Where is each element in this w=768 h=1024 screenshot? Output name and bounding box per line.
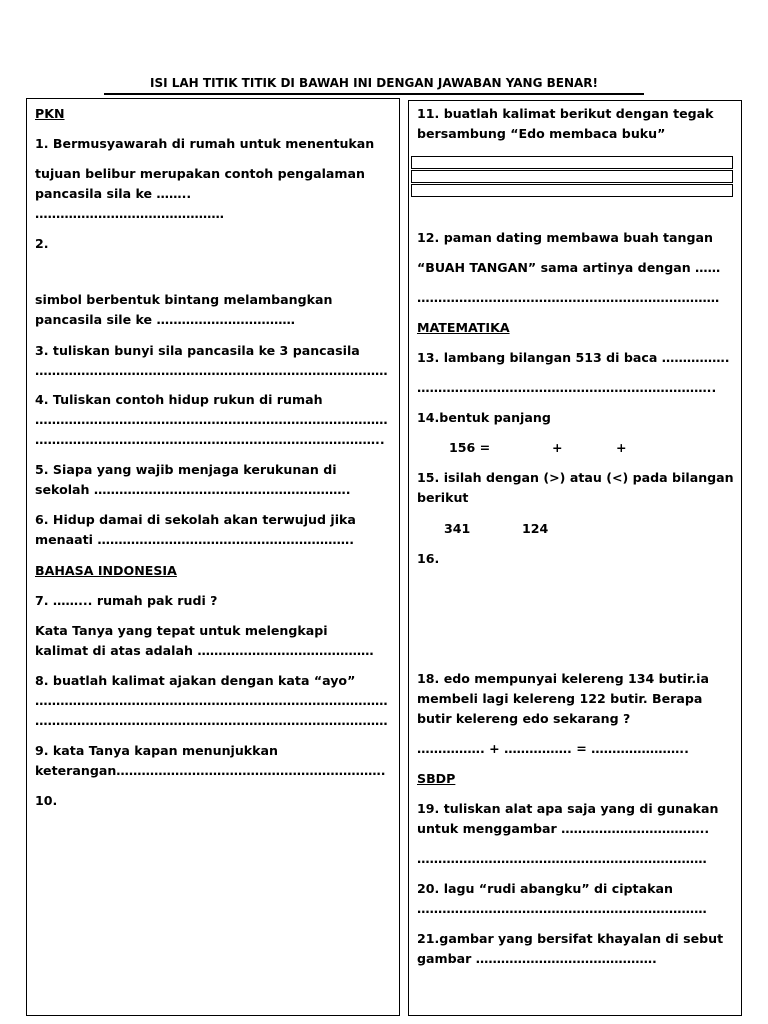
question-1-answer-line: ……………………………………… — [35, 206, 224, 221]
question-18-line-3: butir kelereng edo sekarang ? — [417, 711, 631, 726]
question-20-answer-line: …………………………………………………………… — [417, 901, 707, 916]
sbdp-heading: SBDP — [417, 771, 456, 786]
question-1-line-1: 1. Bermusyawarah di rumah untuk menentukan — [35, 136, 375, 151]
question-19-line-2: untuk menggambar …………………………….. — [417, 821, 710, 836]
question-8-answer-line-2: ………………………………………………………………………… — [35, 713, 388, 728]
question-13-answer-line: …………………………………………………………….. — [417, 380, 717, 395]
page-title: ISI LAH TITIK TITIK DI BAWAH INI DENGAN JAWABAN YANG BENAR! — [149, 76, 598, 90]
question-18-answer-line: ……………. + ……………. = ………………….. — [417, 741, 689, 756]
question-18-line-2: membeli lagi kelereng 122 butir. Berapa — [417, 691, 703, 706]
question-18-line-1: 18. edo mempunyai kelereng 134 butir.ia — [417, 671, 709, 686]
question-20-line-1: 20. lagu “rudi abangku” di ciptakan — [417, 881, 673, 896]
question-12-line-1: 12. paman dating membawa buah tangan — [417, 230, 714, 245]
question-12-answer-line: ……………………………………………………………… — [417, 290, 720, 305]
question-7-line-1: 7. ……... rumah pak rudi ? — [35, 593, 218, 608]
question-14-number: 156 = — [449, 440, 491, 455]
question-9-line-1: 9. kata Tanya kapan menunjukkan — [35, 743, 279, 758]
question-9-line-2: keterangan………………………………………………………. — [35, 763, 386, 778]
question-5-line-2: sekolah ……………………………………………………. — [35, 482, 351, 497]
handwriting-line-3[interactable] — [411, 184, 733, 197]
question-6-line-1: 6. Hidup damai di sekolah akan terwujud jika — [35, 512, 356, 527]
question-4-answer-line-2: ……………………………………………………………………….. — [35, 432, 385, 447]
title-underline — [104, 93, 644, 95]
question-10-number: 10. — [35, 793, 58, 808]
question-12-line-2: “BUAH TANGAN” sama artinya dengan …… — [417, 260, 721, 275]
right-column — [408, 100, 742, 1016]
bahasa-indonesia-heading: BAHASA INDONESIA — [35, 563, 177, 578]
question-4-line-1: 4. Tuliskan contoh hidup rukun di rumah — [35, 392, 323, 407]
question-14-plus-1: + — [552, 440, 563, 455]
question-2-line-1: simbol berbentuk bintang melambangkan — [35, 292, 333, 307]
question-2-line-2: pancasila sile ke …………………………… — [35, 312, 296, 327]
handwriting-line-2[interactable] — [411, 170, 733, 183]
question-7-line-3: kalimat di atas adalah …………………………………… — [35, 643, 374, 658]
question-3-line-1: 3. tuliskan bunyi sila pancasila ke 3 pancasila — [35, 343, 360, 358]
question-15-line-2: berikut — [417, 490, 469, 505]
question-2-number: 2. — [35, 236, 49, 251]
matematika-heading: MATEMATIKA — [417, 320, 510, 335]
question-6-line-2: menaati ……………………………………………………. — [35, 532, 355, 547]
question-5-line-1: 5. Siapa yang wajib menjaga kerukunan di — [35, 462, 337, 477]
question-11-line-1: 11. buatlah kalimat berikut dengan tegak — [417, 106, 714, 121]
question-1-line-3: pancasila sila ke …….. — [35, 186, 192, 201]
question-11-line-2: bersambung “Edo membaca buku” — [417, 126, 666, 141]
handwriting-line-1[interactable] — [411, 156, 733, 169]
question-19-line-1: 19. tuliskan alat apa saja yang di gunakan — [417, 801, 719, 816]
question-4-answer-line-1: ………………………………………………………………………… — [35, 412, 388, 427]
question-7-line-2: Kata Tanya yang tepat untuk melengkapi — [35, 623, 328, 638]
question-13-line-1: 13. lambang bilangan 513 di baca ……………. — [417, 350, 730, 365]
question-1-line-2: tujuan belibur merupakan contoh pengalaman — [35, 166, 366, 181]
question-21-line-1: 21.gambar yang bersifat khayalan di sebut — [417, 931, 724, 946]
question-14-line-1: 14.bentuk panjang — [417, 410, 551, 425]
question-8-answer-line-1: ………………………………………………………………………… — [35, 693, 388, 708]
pkn-heading: PKN — [35, 106, 65, 121]
question-15-number-2: 124 — [522, 521, 549, 536]
left-column — [26, 98, 400, 1016]
question-19-answer-line: …………………………………………………………… — [417, 851, 707, 866]
question-8-line-1: 8. buatlah kalimat ajakan dengan kata “ayo” — [35, 673, 356, 688]
question-21-line-2: gambar ……………………………………. — [417, 951, 657, 966]
question-16-number: 16. — [417, 551, 440, 566]
question-14-plus-2: + — [616, 440, 627, 455]
question-15-number-1: 341 — [444, 521, 471, 536]
question-3-answer-line: ………………………………………………………………………… — [35, 363, 388, 378]
question-15-line-1: 15. isilah dengan (>) atau (<) pada bilangan — [417, 470, 734, 485]
